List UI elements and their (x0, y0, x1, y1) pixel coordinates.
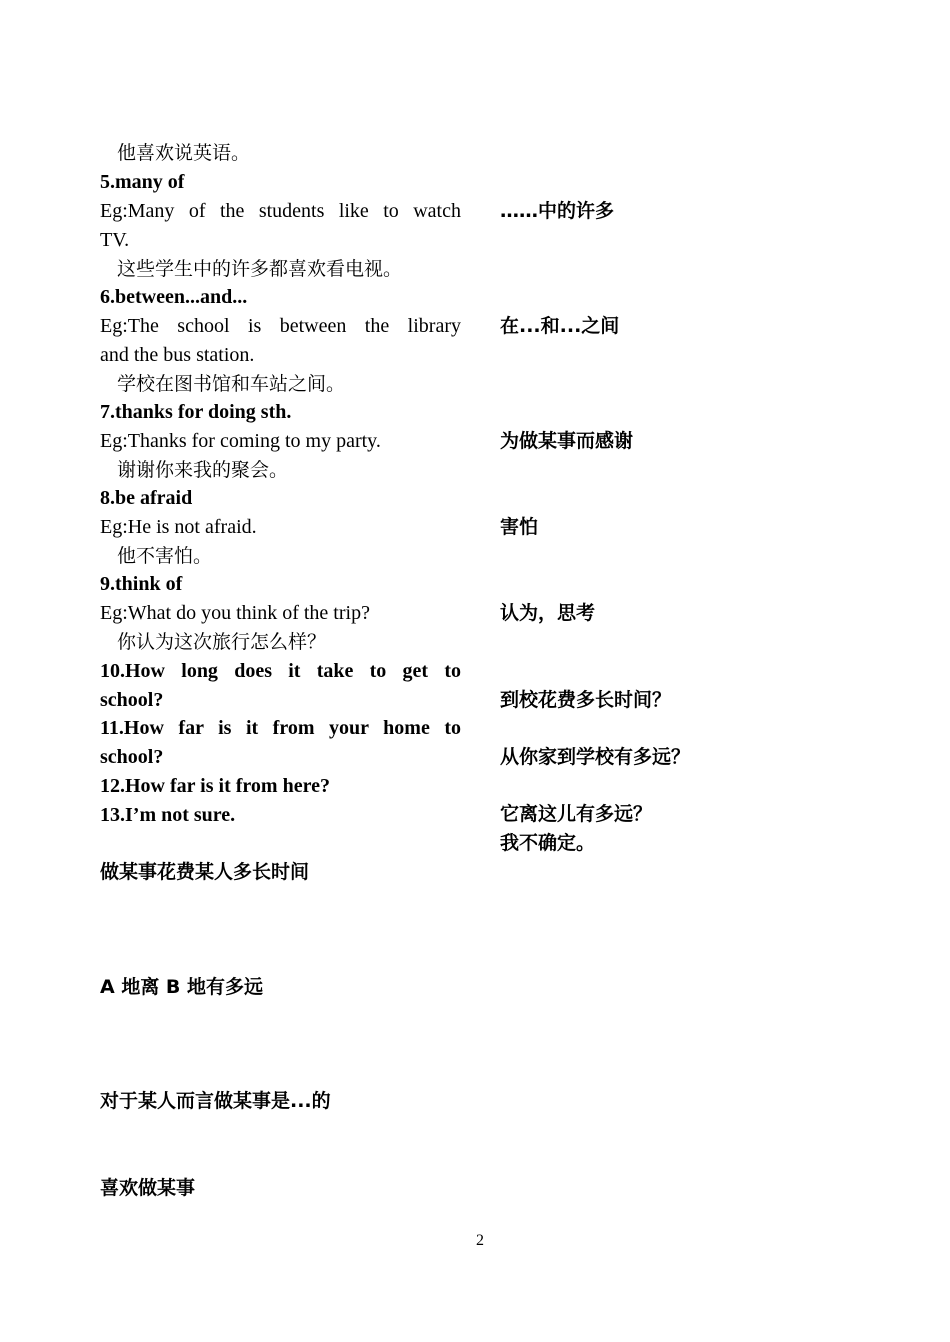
phrase-pattern: 做某事花费某人多长时间 (100, 861, 310, 883)
phrase-meaning: 在...和...之间 (500, 315, 620, 337)
example-sentence: Eg:He is not afraid. (100, 516, 257, 538)
phrase-heading: 11.How far is it from your home to (100, 717, 461, 739)
example-sentence: Eg:What do you think of the trip? (100, 602, 370, 624)
example-sentence: and the bus station. (100, 344, 255, 366)
phrase-heading: 13.I’m not sure. (100, 804, 236, 826)
phrase-pattern: 喜欢做某事 (100, 1177, 196, 1199)
example-sentence: TV. (100, 229, 130, 251)
example-translation: 他喜欢说英语。 (117, 142, 251, 164)
phrase-heading: 7.thanks for doing sth. (100, 401, 292, 423)
phrase-meaning: 从你家到学校有多远？ (500, 746, 691, 768)
example-sentence: Eg:Many of the students like to watch (100, 200, 461, 222)
phrase-heading: 10.How long does it take to get to (100, 660, 461, 682)
phrase-meaning: 害怕 (500, 516, 539, 538)
phrase-pattern: A 地离 B 地有多远 (100, 976, 264, 998)
phrase-heading: 8.be afraid (100, 487, 193, 509)
phrase-heading: 12.How far is it from here? (100, 775, 330, 797)
example-translation: 你认为这次旅行怎么样？ (117, 631, 327, 653)
phrase-meaning: 为做某事而感谢 (500, 430, 634, 452)
phrase-heading: 9.think of (100, 573, 183, 595)
example-sentence: Eg:Thanks for coming to my party. (100, 430, 381, 452)
phrase-heading: 5.many of (100, 171, 185, 193)
phrase-heading: school? (100, 746, 164, 768)
phrase-heading: 6.between...and... (100, 286, 248, 308)
phrase-meaning: 认为，思考 (500, 602, 596, 624)
phrase-heading: school? (100, 689, 164, 711)
phrase-meaning: 它离这儿有多远？ (500, 803, 653, 825)
phrase-meaning: ……中的许多 (500, 200, 615, 222)
example-translation: 这些学生中的许多都喜欢看电视。 (117, 258, 403, 280)
phrase-meaning: 到校花费多长时间？ (500, 689, 672, 711)
example-translation: 学校在图书馆和车站之间。 (117, 373, 346, 395)
phrase-pattern: 对于某人而言做某事是...的 (100, 1090, 331, 1112)
phrase-meaning: 我不确定。 (500, 832, 596, 854)
example-sentence: Eg:The school is between the library (100, 315, 461, 337)
example-translation: 谢谢你来我的聚会。 (117, 459, 289, 481)
example-translation: 他不害怕。 (117, 545, 213, 567)
page-number: 2 (476, 1232, 484, 1249)
